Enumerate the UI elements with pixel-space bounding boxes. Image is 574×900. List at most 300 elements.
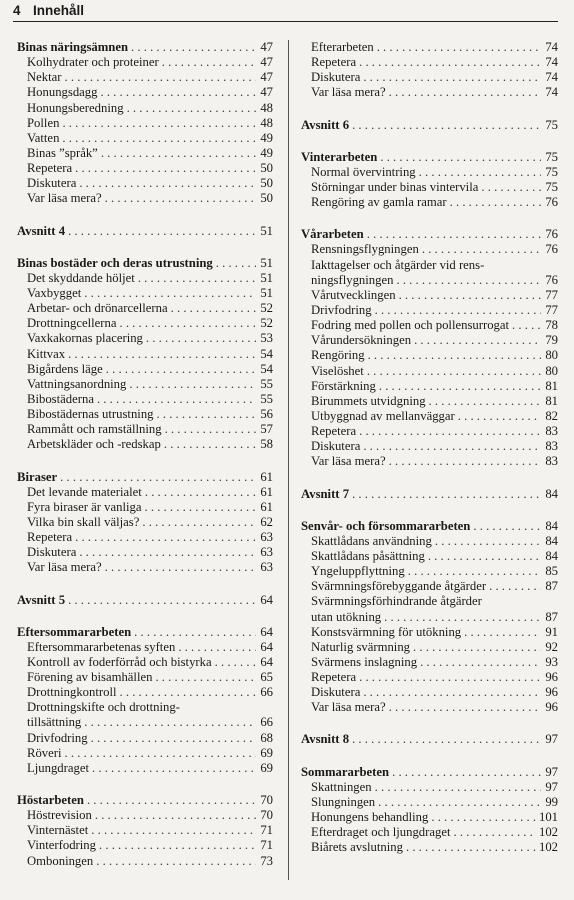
toc-entry-honungsberedning <box>17 101 273 116</box>
entry-title: Vilka bin skall väljas? <box>27 514 140 529</box>
toc-entry-eftersommararbeten <box>17 625 273 640</box>
page-number-ref: 81 <box>545 393 558 408</box>
dot-leader <box>164 437 256 452</box>
toc-entry-forening-av-bisamhallen <box>17 670 273 685</box>
entry-title: Var läsa mera? <box>311 454 386 469</box>
dot-leader <box>384 610 541 625</box>
entry-title: Svärmens inslagning <box>311 654 418 669</box>
page-number-ref: 58 <box>260 437 273 452</box>
entry-title: Honungsberedning <box>27 100 124 115</box>
toc-entry-det-skyddande-holjet <box>17 271 273 286</box>
entry-title: Avsnitt 7 <box>301 486 350 501</box>
toc-entry-vaxbygget <box>17 286 273 301</box>
dot-leader <box>399 288 541 303</box>
page-number-ref: 77 <box>545 302 558 317</box>
entry-title: Drottningkontroll <box>27 685 117 700</box>
entry-title: Binas ”språk” <box>27 145 98 160</box>
page-number-ref: 47 <box>260 55 273 70</box>
toc-entry-biraser <box>17 470 273 485</box>
entry-title: Var läsa mera? <box>27 560 102 575</box>
page-number-ref: 56 <box>260 407 273 422</box>
toc-entry-var-lasa-mera <box>301 85 558 100</box>
dot-leader <box>367 227 541 242</box>
dot-leader <box>414 333 541 348</box>
toc-section <box>301 227 558 469</box>
page-number-ref: 68 <box>260 730 273 745</box>
entry-title: Vinterfodring <box>27 838 96 853</box>
toc-entry-yngeluppflyttning <box>301 564 558 579</box>
entry-title: Kittvax <box>27 346 66 361</box>
entry-title: Repetera <box>311 55 357 70</box>
page-number-ref: 87 <box>545 609 558 624</box>
page-number-ref: 57 <box>260 422 273 437</box>
toc-section <box>17 40 273 207</box>
entry-title: Det levande materialet <box>27 484 142 499</box>
dot-leader <box>389 700 541 715</box>
entry-title: Drivfodring <box>27 730 88 745</box>
dot-leader <box>96 854 256 869</box>
toc-section <box>17 625 273 776</box>
entry-title: Avsnitt 8 <box>301 732 350 747</box>
toc-entry-kittvax <box>17 347 273 362</box>
entry-title-continuation: tillsättning <box>27 715 82 730</box>
page-number-ref: 61 <box>260 469 273 484</box>
toc-entry-drivfodring <box>17 731 273 746</box>
page-number-ref: 54 <box>260 361 273 376</box>
toc-entry-birummets-utvidgning <box>301 394 558 409</box>
toc-entry-vattningsanordning <box>17 377 273 392</box>
page-number-ref: 61 <box>260 484 273 499</box>
page-number-ref: 74 <box>545 55 558 70</box>
entry-title: Slungningen <box>311 794 376 809</box>
toc-entry-vatten <box>17 131 273 146</box>
toc-entry-var-lasa-mera <box>301 700 558 715</box>
page-number-ref: 92 <box>545 639 558 654</box>
entry-title: Diskutera <box>311 70 361 85</box>
dot-leader <box>105 560 256 575</box>
entry-title: Vårundersökningen <box>311 333 412 348</box>
entry-title: Avsnitt 5 <box>17 592 66 607</box>
toc-entry-rammatt-och-ramstallning <box>17 422 273 437</box>
page-number-ref: 47 <box>260 85 273 100</box>
toc-entry-drottningcellerna <box>17 316 273 331</box>
toc-entry-drivfodring <box>301 303 558 318</box>
dot-leader <box>146 331 256 346</box>
dot-leader <box>422 242 541 257</box>
entry-title: Arbetar- och drönarcellerna <box>27 301 168 316</box>
page-number-ref: 51 <box>260 285 273 300</box>
toc-entry-drottningskifte-och-drottning <box>17 700 273 715</box>
entry-title: Vaxbygget <box>27 285 82 300</box>
toc-entry-diskutera <box>17 545 273 560</box>
toc-entry-repetera <box>301 670 558 685</box>
dot-leader <box>431 810 536 825</box>
toc-entry-diskutera <box>17 176 273 191</box>
dot-leader <box>363 685 541 700</box>
page-number-ref: 52 <box>260 316 273 331</box>
entry-title: Drivfodring <box>311 302 372 317</box>
toc-section <box>301 765 558 856</box>
dot-leader <box>489 579 541 594</box>
dot-leader <box>171 301 256 316</box>
page-number-ref: 66 <box>260 685 273 700</box>
dot-leader <box>454 825 536 840</box>
toc-entry-fyra-biraser-ar-vanliga <box>17 500 273 515</box>
dot-leader <box>95 808 256 823</box>
toc-entry-binas-sprak <box>17 146 273 161</box>
page-number-ref: 66 <box>260 715 273 730</box>
page-number: 4 <box>13 3 21 18</box>
toc-entry-nektar <box>17 70 273 85</box>
entry-title: Eftersommararbetenas syften <box>27 639 176 654</box>
entry-title: Förening av bisamhällen <box>27 670 153 685</box>
dot-leader <box>368 348 541 363</box>
dot-leader <box>65 70 256 85</box>
toc-entry-repetera <box>301 424 558 439</box>
dot-leader <box>389 454 541 469</box>
toc-entry-pollen <box>17 116 273 131</box>
toc-entry-bibostadernas-utrustning <box>17 407 273 422</box>
page-number-ref: 96 <box>545 670 558 685</box>
entry-title: Det skyddande höljet <box>27 270 135 285</box>
dot-leader <box>99 838 256 853</box>
entry-title: Störningar under binas vintervila <box>311 179 479 194</box>
column-divider <box>288 40 289 880</box>
page-number-ref: 81 <box>545 378 558 393</box>
page-number-ref: 55 <box>260 376 273 391</box>
page-number-ref: 84 <box>545 548 558 563</box>
entry-title: Avsnitt 6 <box>301 117 350 132</box>
dot-leader <box>389 85 541 100</box>
toc-entry-varutvecklingen <box>301 288 558 303</box>
dot-leader <box>162 55 256 70</box>
page-number-ref: 53 <box>260 331 273 346</box>
toc-entry-det-levande-materialet <box>17 485 273 500</box>
toc-entry-hostarbeten <box>17 793 273 808</box>
dot-leader <box>450 195 541 210</box>
dot-leader <box>359 424 541 439</box>
toc-entry-vaxkakornas-placering <box>17 331 273 346</box>
entry-title: Biraser <box>17 469 58 484</box>
toc-section <box>17 793 273 869</box>
dot-leader <box>79 545 256 560</box>
entry-title: Diskutera <box>311 439 361 454</box>
toc-entry-bibostaderna <box>17 392 273 407</box>
toc-entry-skattladans-anvandning <box>301 534 558 549</box>
toc-entry-avsnitt-5 <box>17 593 273 608</box>
entry-title: Svärmningsförebyggande åtgärder <box>311 579 487 594</box>
page-number-ref: 49 <box>260 145 273 160</box>
dot-leader <box>120 685 256 700</box>
entry-title: Diskutera <box>27 176 77 191</box>
page-number-ref: 75 <box>545 117 558 132</box>
dot-leader <box>378 795 541 810</box>
page-number-ref: 76 <box>545 195 558 210</box>
toc-entry-binas-naringsamnen <box>17 40 273 55</box>
entry-title: Skattlådans användning <box>311 533 432 548</box>
toc-entry-var-lasa-mera <box>17 191 273 206</box>
page-number-ref: 84 <box>545 486 558 501</box>
page-number-ref: 51 <box>260 223 273 238</box>
toc-entry-avsnitt-7 <box>301 487 558 502</box>
dot-leader <box>352 487 541 502</box>
toc-entry-continuation <box>301 610 558 625</box>
entry-title: Drottningskifte och drottning- <box>27 700 180 715</box>
entry-title: Nektar <box>27 70 62 85</box>
toc-entry-svarmningsforhindrande-atgarder <box>301 594 558 609</box>
entry-title: Senvår- och försommararbeten <box>301 518 471 533</box>
toc-entry-repetera <box>17 161 273 176</box>
entry-title: Skattlådans påsättning <box>311 548 425 563</box>
toc-entry-vinterfodring <box>17 838 273 853</box>
entry-title: Honungens behandling <box>311 810 429 825</box>
toc-section <box>301 150 558 211</box>
toc-entry-roveri <box>17 746 273 761</box>
toc-entry-efterdraget-och-ljungdraget <box>301 825 558 840</box>
toc-section <box>301 118 558 133</box>
page-number-ref: 63 <box>260 530 273 545</box>
entry-title: Höstrevision <box>27 808 92 823</box>
entry-title: Efterarbeten <box>311 40 374 54</box>
entry-title: Diskutera <box>27 545 77 560</box>
page-number-ref: 76 <box>545 242 558 257</box>
page-number-ref: 87 <box>545 579 558 594</box>
entry-title: Repetera <box>311 670 357 685</box>
dot-leader <box>134 625 256 640</box>
toc-entry-honungens-behandling <box>301 810 558 825</box>
entry-title: Naturlig svärmning <box>311 639 411 654</box>
entry-title-continuation: utan utökning <box>311 609 382 624</box>
toc-entry-vararbeten <box>301 227 558 242</box>
dot-leader <box>101 146 256 161</box>
dot-leader <box>68 224 256 239</box>
toc-entry-skattladans-pasattning <box>301 549 558 564</box>
page-number-ref: 49 <box>260 130 273 145</box>
dot-leader <box>131 40 256 55</box>
page-number-ref: 75 <box>545 164 558 179</box>
dot-leader <box>60 470 256 485</box>
entry-title: Höstarbeten <box>17 793 84 808</box>
toc-entry-avsnitt-6 <box>301 118 558 133</box>
toc-entry-storningar-under-binas-vintervila <box>301 180 558 195</box>
entry-title: Rensningsflygningen <box>311 242 419 257</box>
toc-section <box>301 519 558 716</box>
entry-title: Bibostädernas utrustning <box>27 407 154 422</box>
toc-entry-viseloshet <box>301 364 558 379</box>
dot-leader <box>359 55 541 70</box>
dot-leader <box>473 519 541 534</box>
page-number-ref: 83 <box>545 454 558 469</box>
page-number-ref: 85 <box>545 564 558 579</box>
toc-entry-konstsvarmning-for-utokning <box>301 625 558 640</box>
dot-leader <box>377 40 541 55</box>
entry-title: Diskutera <box>311 685 361 700</box>
entry-title: Svärmningsförhindrande åtgärder <box>311 594 482 609</box>
toc-entry-repetera <box>301 55 558 70</box>
toc-entry-avsnitt-4 <box>17 224 273 239</box>
page-header <box>13 2 558 20</box>
dot-leader <box>84 715 256 730</box>
toc-entry-var-lasa-mera <box>301 454 558 469</box>
dot-leader <box>84 286 256 301</box>
dot-leader <box>91 731 256 746</box>
dot-leader <box>106 362 256 377</box>
dot-leader <box>419 165 541 180</box>
entry-title: Rammått och ramställning <box>27 422 162 437</box>
toc-entry-efterarbeten <box>301 40 558 55</box>
dot-leader <box>105 191 256 206</box>
page-number-ref: 50 <box>260 191 273 206</box>
entry-title: Omboningen <box>27 853 94 868</box>
toc-entry-continuation <box>17 715 273 730</box>
dot-leader <box>157 407 256 422</box>
dot-leader <box>155 670 256 685</box>
toc-section <box>301 732 558 747</box>
toc-entry-vinternastet <box>17 823 273 838</box>
entry-title: Vinternästet <box>27 823 89 838</box>
entry-title: Normal övervintring <box>311 164 416 179</box>
entry-title: Efterdraget och ljungdraget <box>311 825 451 840</box>
page-number-ref: 48 <box>260 115 273 130</box>
dot-leader <box>62 131 256 146</box>
toc-entry-vinterarbeten <box>301 150 558 165</box>
page-number-ref: 64 <box>260 639 273 654</box>
dot-leader <box>464 625 541 640</box>
toc-entry-arbetsklader-och-redskap <box>17 437 273 452</box>
entry-title: Drottningcellerna <box>27 316 117 331</box>
dot-leader <box>138 271 256 286</box>
entry-title: Vårutvecklingen <box>311 287 396 302</box>
page-number-ref: 93 <box>545 654 558 669</box>
entry-title: Ljungdraget <box>27 760 90 775</box>
dot-leader <box>62 116 256 131</box>
page-number-ref: 80 <box>545 348 558 363</box>
page-number-ref: 71 <box>260 838 273 853</box>
toc-entry-sommararbeten <box>301 765 558 780</box>
entry-title: Biårets avslutning <box>311 840 403 855</box>
entry-title: Vaxkakornas placering <box>27 331 143 346</box>
page-number-ref: 70 <box>260 793 273 808</box>
toc-entry-fodring-med-pollen-och-pollensurrogat <box>301 318 558 333</box>
page-number-ref: 91 <box>545 624 558 639</box>
entry-title: Pollen <box>27 115 60 130</box>
page-number-ref: 64 <box>260 624 273 639</box>
page-number-ref: 61 <box>260 499 273 514</box>
page-number-ref: 83 <box>545 439 558 454</box>
entry-title: Fodring med pollen och pollensurrogat <box>311 318 510 333</box>
entry-title: Iakttagelser och åtgärder vid rens- <box>311 257 485 272</box>
page-number-ref: 97 <box>545 779 558 794</box>
page-number-ref: 102 <box>538 840 558 855</box>
toc-entry-varundersokningen <box>301 333 558 348</box>
page-number-ref: 97 <box>545 732 558 747</box>
dot-leader <box>406 840 536 855</box>
page-number-ref: 54 <box>260 346 273 361</box>
toc-entry-drottningkontroll <box>17 685 273 700</box>
toc-entry-utbyggnad-av-mellanvaggar <box>301 409 558 424</box>
page-number-ref: 64 <box>260 654 273 669</box>
toc-section <box>17 224 273 239</box>
dot-leader <box>413 640 541 655</box>
dot-leader <box>97 392 256 407</box>
toc-section <box>17 256 273 453</box>
toc-entry-ljungdraget <box>17 761 273 776</box>
page-number-ref: 83 <box>545 424 558 439</box>
page-number-ref: 96 <box>545 700 558 715</box>
dot-leader <box>429 394 541 409</box>
page-number-ref: 74 <box>545 85 558 100</box>
toc-left-column <box>17 40 273 886</box>
toc-entry-avsnitt-8 <box>301 732 558 747</box>
entry-title: Repetera <box>27 530 73 545</box>
page-number-ref: 82 <box>545 408 558 423</box>
dot-leader <box>420 655 541 670</box>
toc-entry-kolhydrater-och-proteiner <box>17 55 273 70</box>
page-number-ref: 73 <box>260 853 273 868</box>
toc-entry-repetera <box>17 530 273 545</box>
dot-leader <box>165 422 256 437</box>
dot-leader <box>375 780 541 795</box>
entry-title: Var läsa mera? <box>27 191 102 206</box>
page-number-ref: 50 <box>260 176 273 191</box>
page-number-ref: 76 <box>545 272 558 287</box>
dot-leader <box>352 118 541 133</box>
page-number-ref: 75 <box>545 179 558 194</box>
toc-entry-continuation <box>301 273 558 288</box>
toc-entry-vilka-bin-skall-valjas <box>17 515 273 530</box>
dot-leader <box>363 439 541 454</box>
entry-title: Var läsa mera? <box>311 85 386 100</box>
entry-title: Kontroll av foderförråd och bistyrka <box>27 654 212 669</box>
header-rule <box>13 21 558 22</box>
page-number-ref: 69 <box>260 745 273 760</box>
entry-title-continuation: ningsflygningen <box>311 272 394 287</box>
entry-title: Konstsvärmning för utökning <box>311 624 462 639</box>
toc-section <box>301 40 558 101</box>
toc-entry-bigardens-lage <box>17 362 273 377</box>
entry-title: Kolhydrater och proteiner <box>27 55 159 70</box>
dot-leader <box>363 70 541 85</box>
dot-leader <box>129 377 256 392</box>
entry-title: Vårarbeten <box>301 227 364 242</box>
toc-entry-binas-bostader-och-deras-utrustning <box>17 256 273 271</box>
dot-leader <box>91 823 256 838</box>
page-number-ref: 63 <box>260 545 273 560</box>
page-number-ref: 71 <box>260 823 273 838</box>
entry-title: Utbyggnad av mellanväggar <box>311 408 455 423</box>
entry-title: Vatten <box>27 130 60 145</box>
dot-leader <box>142 515 256 530</box>
page-number-ref: 65 <box>260 670 273 685</box>
entry-title: Yngeluppflyttning <box>311 564 405 579</box>
entry-title: Skattningen <box>311 779 372 794</box>
page-number-ref: 96 <box>545 685 558 700</box>
page-number-ref: 99 <box>545 794 558 809</box>
toc-entry-skattningen <box>301 780 558 795</box>
page-number-ref: 76 <box>545 227 558 242</box>
toc-entry-senvar-och-forsommararbeten <box>301 519 558 534</box>
dot-leader <box>379 379 541 394</box>
page-number-ref: 69 <box>260 760 273 775</box>
page-number-ref: 64 <box>260 592 273 607</box>
entry-title: Förstärkning <box>311 378 376 393</box>
page-number-ref: 63 <box>260 560 273 575</box>
dot-leader <box>145 500 257 515</box>
entry-title: Var läsa mera? <box>311 700 386 715</box>
toc-entry-normal-overvintring <box>301 165 558 180</box>
entry-title: Bibostäderna <box>27 391 94 406</box>
entry-title: Avsnitt 4 <box>17 223 66 238</box>
